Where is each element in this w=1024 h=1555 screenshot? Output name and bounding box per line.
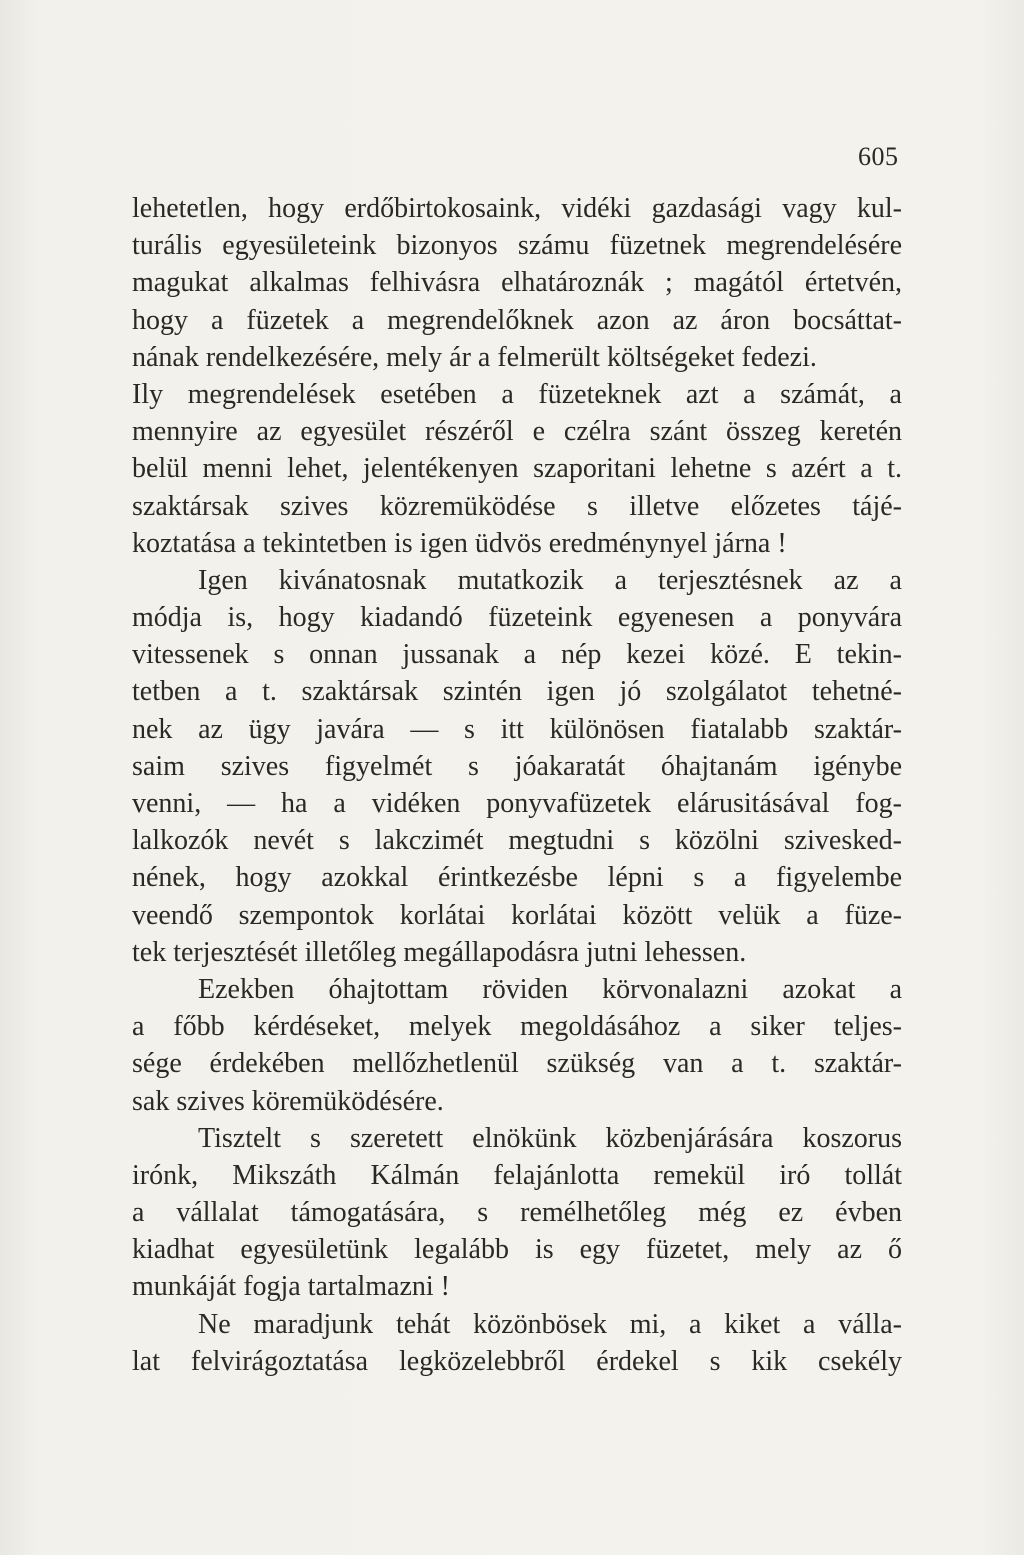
text-line: kiadhat egyesületünk legalább is egy füzetet, mely az ő [132, 1234, 902, 1266]
text-line: munkáját fogja tartalmazni ! [132, 1271, 450, 1303]
text-line: mennyire az egyesület részéről e czélra szánt összeg keretén [132, 416, 902, 448]
text-line: sak szives köremüködésére. [132, 1085, 444, 1117]
body-text [132, 190, 902, 1380]
text-line: sége érdekében mellőzhetlenül szükség van a t. szaktár- [132, 1048, 902, 1080]
text-line: a vállalat támogatására, s remélhetőleg még ez évben [132, 1197, 902, 1229]
text-line: turális egyesületeink bizonyos számu füzetnek megrendelésére [132, 230, 902, 262]
text-line: szaktársak szives közremüködése s illetve előzetes tájé- [132, 490, 902, 522]
text-line: Tisztelt s szeretett elnökünk közbenjárására koszorus [198, 1122, 902, 1154]
text-line: venni, — ha a vidéken ponyvafüzetek elárusitásával fog- [132, 788, 902, 819]
text-line: módja is, hogy kiadandó füzeteink egyenesen a ponyvára [132, 602, 902, 634]
text-line: nének, hogy azokkal érintkezésbe lépni s a figyelembe [132, 862, 902, 894]
text-line: Ily megrendelések esetében a füzeteknek azt a számát, a [132, 378, 902, 410]
text-line: irónk, Mikszáth Kálmán felajánlotta remekül iró tollát [132, 1159, 902, 1191]
page-number: 605 [858, 142, 899, 171]
text-line: lat felvirágoztatása legközelebbről érdekel s kik csekély [132, 1345, 902, 1377]
text-line: Ne maradjunk tehát közönbösek mi, a kiket a válla- [198, 1308, 902, 1340]
text-line: nek az ügy javára — s itt különösen fiatalabb szaktár- [132, 713, 902, 745]
text-line: lehetetlen, hogy erdőbirtokosaink, vidéki gazdasági vagy kul- [132, 193, 902, 224]
text-line: belül menni lehet, jelentékenyen szaporitani lehetne s azért a t. [132, 453, 902, 485]
text-line: a főbb kérdéseket, melyek megoldásához a siker teljes- [132, 1011, 902, 1043]
text-line: tek terjesztését illetőleg megállapodásra jutni lehessen. [132, 936, 747, 968]
text-line: magukat alkalmas felhivásra elhatároznák ; magától értetvén, [132, 267, 902, 299]
text-line: Ezekben óhajtottam röviden körvonalazni azokat a [198, 973, 902, 1005]
text-line: vitessenek s onnan jussanak a nép kezei közé. E tekin- [132, 639, 902, 671]
text-line: lalkozók nevét s lakczimét megtudni s közölni szivesked- [132, 825, 902, 857]
text-line: hogy a füzetek a megrendelőknek azon az áron bocsáttat- [132, 304, 902, 336]
text-line: saim szives figyelmét s jóakaratát óhajtanám igénybe [132, 750, 902, 782]
text-line: Igen kivánatosnak mutatkozik a terjesztésnek az a [198, 564, 902, 596]
text-line: tetben a t. szaktársak szintén igen jó szolgálatot tehetné- [132, 676, 902, 708]
text-line: koztatása a tekintetben is igen üdvös eredménynyel járna ! [132, 527, 787, 559]
text-line: nának rendelkezésére, mely ár a felmerült költségeket fedezi. [132, 341, 817, 373]
text-line: veendő szempontok korlátai korlátai között velük a füze- [132, 899, 902, 931]
